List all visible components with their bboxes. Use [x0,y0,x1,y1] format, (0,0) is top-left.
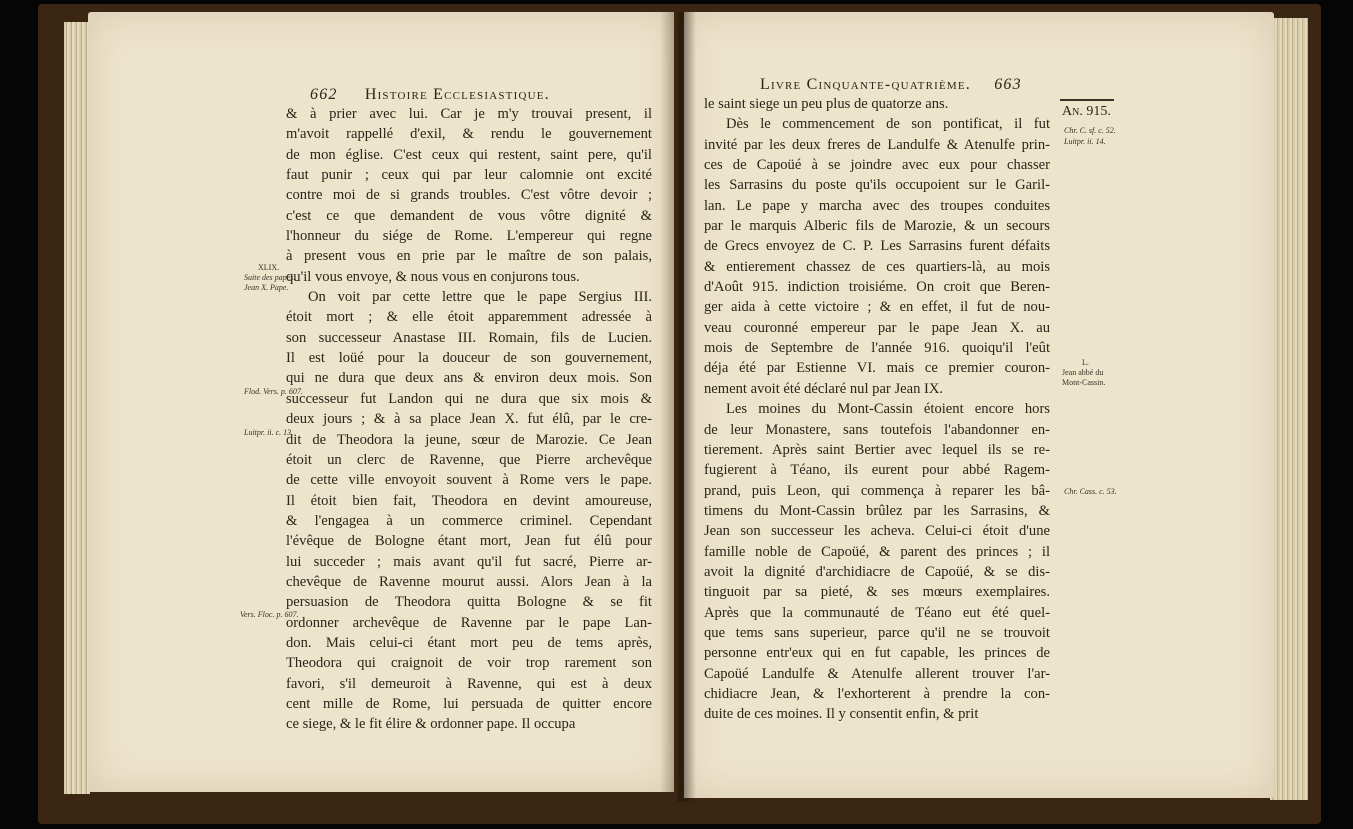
text-line: de mon église. C'est ceux qui restent, saint pere, qu'il [286,146,652,163]
margin-note: Jean abbé du [1062,368,1104,377]
text-line: tinguoit par sa pieté, & ses mœurs exemplaires. [704,584,1050,601]
text-line: Il est loüé pour la douceur de son gouvernement, [286,350,652,367]
text-line: tierement. Après saint Bertier avec lequel ils se re- [704,441,1050,458]
text-line: persuasion de Theodora quitta Bologne & se fit [286,594,652,611]
text-line: cent mille de Rome, lui persuada de quitter encore [286,695,652,712]
text-line: le saint siege un peu plus de quatorze ans. [704,96,949,112]
margin-note: L. [1082,358,1089,367]
text-line: qui ne dura que deux ans & environ deux mois. Son [286,370,652,387]
margin-note: Chr. C. sf. c. 52. [1064,126,1116,135]
text-line: étoit un clerc de Ravenne, que Pierre archevêque [286,451,652,468]
margin-note: Mont-Cassin. [1062,378,1106,387]
text-line: deux jours ; & à sa place Jean X. fut élû, par le cre- [286,411,652,428]
right-running-title: Livre Cinquante-quatrième. [760,76,972,93]
year-annotation: An. 915. [1062,104,1111,119]
text-line: Theodora qui craignoit de voir trop rarement son [286,655,652,672]
text-line: Jean son successeur les acheva. Celui-ci étoit d'une [704,523,1050,540]
book-gutter [660,12,696,802]
text-line: famille noble de Capoüé, & parent des princes ; il [704,543,1050,560]
text-line: lan. Le pape y marcha avec des troupes conduites [704,197,1050,214]
text-line: c'est ce que demandent de vous vôtre dignité & [286,207,652,224]
right-page-number: 663 [994,76,1022,93]
text-line: & à prier avec lui. Car je m'y trouvai present, il [286,106,652,122]
text-line: Dès le commencement de son pontificat, il fut [726,116,1050,133]
text-line: successeur fut Landon qui ne dura que six mois & [286,390,652,407]
text-line: étoit mort ; & elle étoit apparemment adressée à [286,309,652,326]
margin-note: Flod. Vers. p. 607. [244,387,303,396]
margin-note: Suite des papes. [244,273,296,282]
text-line: Il étoit bien fait, Theodora en devint amoureuse, [286,492,652,509]
text-line: à present vous en prie par le maître de son palais, [286,248,652,265]
text-line: chevêque de Ravenne mourut aussi. Alors Jean à la [286,573,652,590]
margin-note: Chr. Cass. c. 53. [1064,487,1117,496]
text-line: chidiacre Jean, & l'exhorterent à prendre la con- [704,685,1050,702]
text-line: timens du Mont-Cassin brûlez par les Sarrasins, & [704,502,1050,519]
text-line: ordonner archevêque de Ravenne par le pape Lan- [286,614,652,631]
text-line: ger aida à cette victoire ; & en effet, il fut de nou- [704,299,1050,316]
text-line: faut punir ; ceux qui par leur calomnie ont excité [286,167,652,184]
text-line: son successeur Anastase III. Romain, fils de Lucien. [286,329,652,346]
left-page-text [286,104,652,735]
text-line: l'évêque de Bologne étant mort, Jean fut élû pour [286,533,652,550]
text-line: Après que la communauté de Téano eut été quel- [704,604,1050,621]
text-line: ce siege, & le fit élire & ordonner pape. Il occupa [286,716,576,733]
text-line: On voit par cette lettre que le pape Sergius III. [308,289,652,306]
text-line: veau couronné empereur par le pape Jean X. au [704,319,1050,336]
text-line: nement avoit été déclaré nul par Jean IX. [704,380,944,397]
text-line: invité par les deux freres de Landulfe & Atenulfe prin- [704,136,1050,153]
text-line: de cette ville envoyoit souvent à Rome vers le pape. [286,472,652,489]
text-line: & entierement chassez de ces quartiers-là, au mois [704,258,1050,275]
text-line: duite de ces moines. Il y consentit enfin, & prit [704,706,979,723]
text-line: les Sarrasins du poste qu'ils occupoient sur le Garil- [704,177,1050,194]
text-line: m'avoit rappellé d'exil, & rendu le gouvernement [286,126,652,143]
text-line: avoit la dignité d'archidiacre de Capoüé, & se dis- [704,563,1050,580]
left-page-edges [64,22,90,794]
right-page-edges [1270,18,1308,800]
right-page-header [760,76,1022,94]
text-line: favori, s'il demeuroit à Ravenne, qui est à deux [286,675,652,692]
right-page-text [704,94,1050,725]
text-line: de Grecs envoyez de C. P. Les Sarrasins furent défaits [704,238,1050,255]
margin-note: Vers. Floc. p. 607. [240,610,299,619]
left-page-header [310,86,550,104]
text-line: prand, puis Leon, qui commença à reparer les bâ- [704,482,1050,499]
text-line: mois de Septembre de l'année 916. quoiqu'il l'eût [704,340,1050,357]
margin-note: XLIX. [258,263,280,272]
left-running-title: Histoire Ecclesiastique. [364,86,550,103]
margin-note: Luitpr. ii. c. 13. [244,428,294,437]
text-line: fugierent à Téano, ils eurent pour abbé Ragem- [704,462,1050,479]
text-line: & l'engagea à un commerce criminel. Cependant [286,512,652,529]
text-line: de leur Monastere, sans toutefois l'abandonner en- [704,421,1050,438]
text-line: déja été par Estienne VI. mais ce premier couron- [704,360,1050,377]
text-line: personne entr'eux qui en fut capable, les princes de [704,645,1050,662]
text-line: contre moi de si grands troubles. C'est vôtre devoir ; [286,187,652,204]
margin-note: Jean X. Pape. [244,283,289,292]
text-line: dit de Theodora la jeune, sœur de Marozie. Ce Jean [286,431,652,448]
left-page-number: 662 [310,86,338,103]
text-line: lui succeder ; mais avant qu'il fut sacré, Pierre ar- [286,553,652,570]
text-line: Capoüé Landulfe & Atenulfe allerent trouver l'ar- [704,665,1050,682]
text-line: Les moines du Mont-Cassin étoient encore hors [726,401,1050,418]
annotation-rule [1060,99,1114,101]
margin-note: Luitpr. ii. 14. [1064,137,1106,146]
text-line: qu'il vous envoye, & nous vous en conjurons tous. [286,268,580,285]
text-line: que tems sans superieur, parce qu'il ne se trouvoit [704,624,1050,641]
text-line: don. Mais celui-ci étant mort peu de tems après, [286,634,652,651]
text-line: l'honneur du siége de Rome. L'empereur qui regne [286,228,652,245]
text-line: d'Août 915. indiction troisiéme. On croit que Beren- [704,279,1050,296]
text-line: par le marquis Alberic fils de Marozie, & un secours [704,218,1050,235]
text-line: ces de Capoüé à se joindre avec eux pour chasser [704,157,1050,174]
